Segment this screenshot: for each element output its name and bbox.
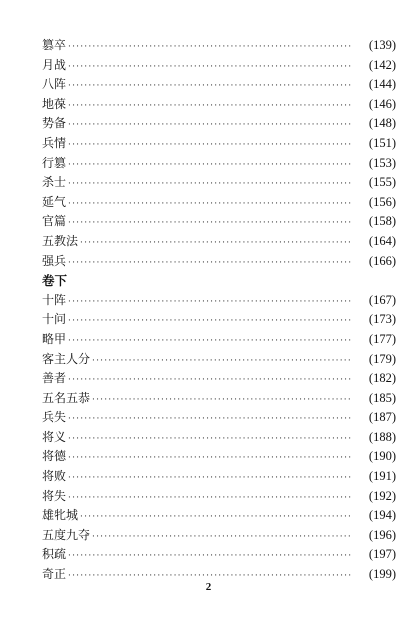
toc-entry — [42, 193, 396, 213]
dot-leader — [68, 38, 352, 58]
toc-title: 将败 — [42, 469, 67, 484]
toc-page-number: (173) — [368, 312, 396, 327]
toc-title: 善者 — [42, 371, 67, 386]
toc-entry — [42, 389, 396, 409]
toc-title: 将义 — [42, 429, 67, 444]
toc-part2 — [42, 291, 396, 585]
toc-title: 将德 — [42, 449, 67, 464]
toc-entry — [42, 212, 396, 232]
toc-entry — [42, 134, 396, 154]
toc-page-number: (151) — [368, 135, 396, 150]
toc-page-number: (194) — [368, 508, 396, 523]
dot-leader — [68, 116, 352, 136]
toc-entry — [42, 310, 396, 330]
dot-leader — [92, 352, 352, 372]
toc-title: 八阵 — [42, 77, 67, 92]
dot-leader — [68, 214, 352, 234]
toc-page-number: (188) — [368, 429, 396, 444]
toc-title: 将失 — [42, 488, 67, 503]
dot-leader — [68, 156, 352, 176]
toc-entry — [42, 173, 396, 193]
toc-entry — [42, 545, 396, 565]
toc-title: 兵失 — [42, 410, 67, 425]
toc-page-number: (158) — [368, 214, 396, 229]
toc-entry — [42, 36, 396, 56]
toc-title: 五名五恭 — [42, 390, 91, 405]
toc-title: 雄牝城 — [42, 508, 79, 523]
toc-title: 月战 — [42, 57, 67, 72]
toc-page-number: (142) — [368, 57, 396, 72]
toc-title: 官篇 — [42, 214, 67, 229]
dot-leader — [68, 430, 352, 450]
toc-page-number: (182) — [368, 371, 396, 386]
section-heading: 卷下 — [42, 273, 68, 289]
toc-entry — [42, 526, 396, 546]
toc-title: 积疏 — [42, 547, 67, 562]
toc-entry — [42, 467, 396, 487]
toc-page-number: (153) — [368, 155, 396, 170]
toc-title: 客主人分 — [42, 351, 91, 366]
dot-leader — [92, 391, 352, 411]
toc-page-number: (179) — [368, 351, 396, 366]
toc-part1 — [42, 36, 396, 271]
dot-leader — [68, 254, 352, 274]
toc-entry — [42, 408, 396, 428]
toc-title: 延气 — [42, 194, 67, 209]
toc-entry — [42, 330, 396, 350]
dot-leader — [68, 175, 352, 195]
toc-entry — [42, 56, 396, 76]
page-number: 2 — [205, 581, 212, 593]
toc-entry — [42, 232, 396, 252]
toc-title: 篡卒 — [42, 38, 67, 52]
toc-title: 杀士 — [42, 175, 67, 190]
toc-entry — [42, 252, 396, 272]
toc-page-number: (199) — [368, 567, 396, 582]
toc-page-number: (146) — [368, 96, 396, 111]
toc-page-number: (156) — [368, 194, 396, 209]
toc-entry — [42, 95, 396, 115]
toc-page-number: (167) — [368, 292, 396, 307]
table-of-contents — [42, 36, 396, 585]
toc-title: 十问 — [42, 312, 67, 327]
dot-leader — [68, 97, 352, 117]
dot-leader — [92, 528, 352, 548]
dot-leader — [68, 332, 352, 352]
toc-entry — [42, 369, 396, 389]
toc-title: 十阵 — [42, 292, 67, 307]
toc-title: 五度九夺 — [42, 527, 91, 542]
dot-leader — [68, 195, 352, 215]
toc-title: 五教法 — [42, 233, 79, 248]
dot-leader — [68, 136, 352, 156]
dot-leader — [68, 489, 352, 509]
toc-entry — [42, 75, 396, 95]
toc-page-number: (197) — [368, 547, 396, 562]
dot-leader — [68, 469, 352, 489]
dot-leader — [68, 410, 352, 430]
dot-leader — [68, 371, 352, 391]
toc-entry — [42, 291, 396, 311]
dot-leader — [68, 58, 352, 78]
toc-entry — [42, 487, 396, 507]
toc-page-number: (192) — [368, 488, 396, 503]
toc-page-number: (185) — [368, 390, 396, 405]
toc-entry — [42, 154, 396, 174]
toc-entry — [42, 350, 396, 370]
toc-title: 势备 — [42, 116, 67, 131]
dot-leader — [80, 508, 352, 528]
toc-entry — [42, 447, 396, 467]
toc-page-number: (144) — [368, 77, 396, 92]
toc-entry — [42, 506, 396, 526]
dot-leader — [80, 234, 352, 254]
dot-leader — [68, 547, 352, 567]
toc-page-number: (190) — [368, 449, 396, 464]
toc-title: 略甲 — [42, 331, 67, 346]
toc-page-number: (177) — [368, 331, 396, 346]
toc-page-number: (166) — [368, 253, 396, 268]
toc-entry — [42, 114, 396, 134]
toc-title: 兵情 — [42, 135, 67, 150]
toc-page-number: (148) — [368, 116, 396, 131]
toc-page-number: (139) — [368, 38, 396, 52]
dot-leader — [68, 293, 352, 313]
toc-title: 奇正 — [42, 567, 67, 582]
toc-entry — [42, 428, 396, 448]
toc-title: 地葆 — [42, 96, 67, 111]
toc-page-number: (196) — [368, 527, 396, 542]
toc-page-number: (187) — [368, 410, 396, 425]
toc-page-number: (164) — [368, 233, 396, 248]
toc-title: 强兵 — [42, 253, 67, 268]
toc-page-number: (155) — [368, 175, 396, 190]
dot-leader — [68, 77, 352, 97]
dot-leader — [68, 312, 352, 332]
toc-title: 行篡 — [42, 155, 67, 170]
dot-leader — [68, 449, 352, 469]
toc-page-number: (191) — [368, 469, 396, 484]
